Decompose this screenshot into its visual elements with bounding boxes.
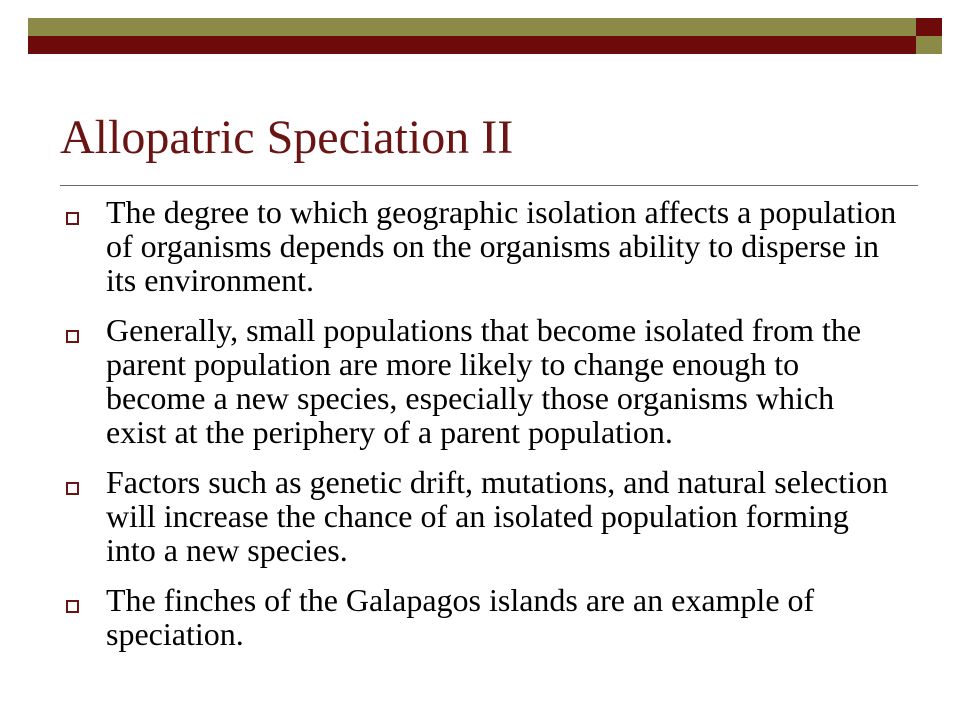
slide-title: Allopatric Speciation II bbox=[60, 111, 514, 164]
header-maroon-stripe bbox=[28, 36, 920, 54]
corner-maroon-block bbox=[916, 18, 942, 36]
title-divider bbox=[60, 185, 918, 186]
hollow-square-bullet-icon bbox=[66, 482, 79, 495]
header-decoration-bar bbox=[28, 18, 920, 54]
bullet-item bbox=[58, 465, 898, 567]
bullet-text: The finches of the Galapagos islands are an example of speciation. bbox=[106, 582, 815, 652]
bullet-item bbox=[58, 195, 898, 297]
hollow-square-bullet-icon bbox=[66, 600, 79, 613]
hollow-square-bullet-icon bbox=[66, 330, 79, 343]
bullet-list bbox=[58, 195, 898, 667]
bullet-item bbox=[58, 583, 898, 651]
bullet-text: Generally, small populations that become isolated from the parent population are more likely to change enough to become a new species, especially those organisms which exist at the periphery of a parent population. bbox=[106, 312, 862, 450]
bullet-item bbox=[58, 313, 898, 449]
header-olive-stripe bbox=[28, 18, 920, 36]
bullet-text: The degree to which geographic isolation affects a population of organisms depends on the organisms ability to disperse in its environment. bbox=[106, 194, 897, 298]
hollow-square-bullet-icon bbox=[66, 212, 79, 225]
corner-olive-block bbox=[916, 36, 942, 54]
bullet-text: Factors such as genetic drift, mutations, and natural selection will increase the chance of an isolated population forming into a new species. bbox=[106, 464, 888, 568]
